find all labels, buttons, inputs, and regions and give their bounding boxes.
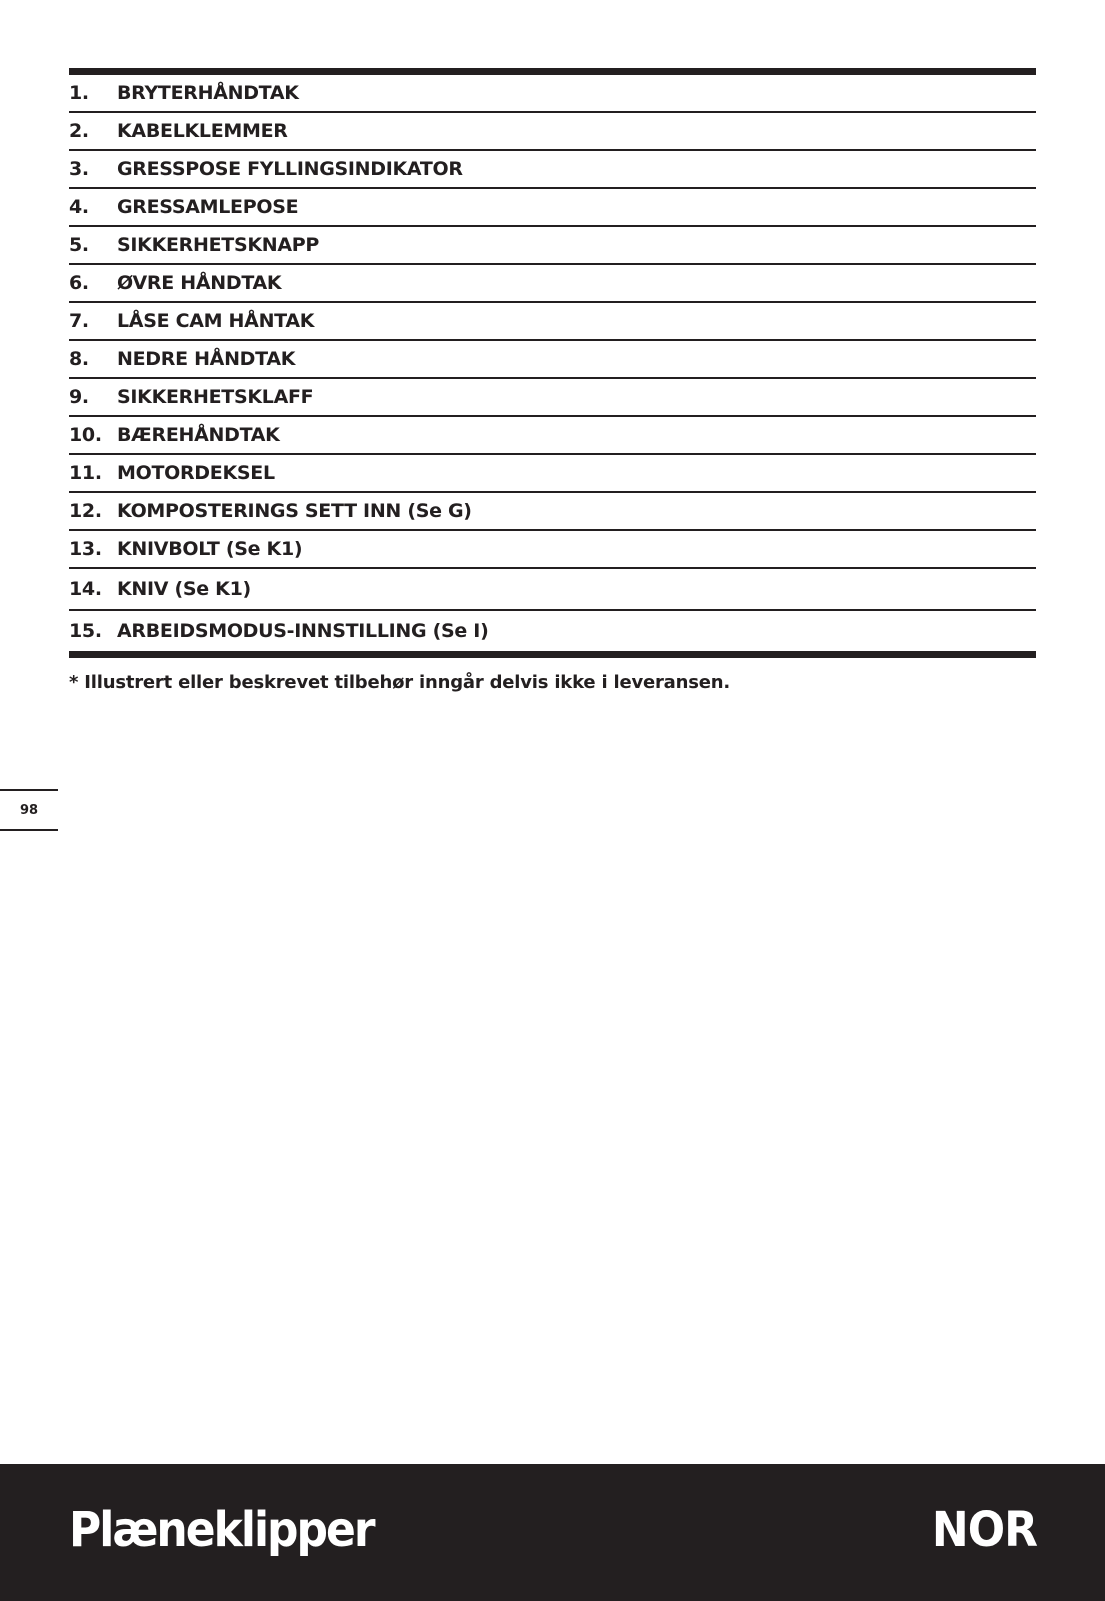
list-item — [69, 265, 1036, 303]
part-number: 9. — [69, 386, 89, 408]
list-item — [69, 151, 1036, 189]
part-number: 2. — [69, 120, 89, 142]
list-item — [69, 341, 1036, 379]
part-label: NEDRE HÅNDTAK — [117, 348, 296, 370]
part-label: ARBEIDSMODUS-INNSTILLING (Se I) — [117, 620, 489, 642]
part-number: 13. — [69, 538, 102, 560]
parts-list — [69, 68, 1036, 658]
part-number: 8. — [69, 348, 89, 370]
part-number: 15. — [69, 620, 102, 642]
part-number: 12. — [69, 500, 102, 522]
list-item — [69, 531, 1036, 569]
part-number: 6. — [69, 272, 89, 294]
part-number: 3. — [69, 158, 89, 180]
list-item — [69, 417, 1036, 455]
part-label: GRESSAMLEPOSE — [117, 196, 299, 218]
list-item — [69, 379, 1036, 417]
part-label: KNIV (Se K1) — [117, 578, 251, 600]
part-number: 1. — [69, 82, 89, 104]
list-item — [69, 303, 1036, 341]
part-number: 5. — [69, 234, 89, 256]
part-label: KNIVBOLT (Se K1) — [117, 538, 303, 560]
part-label: SIKKERHETSKNAPP — [117, 234, 320, 256]
part-label: KABELKLEMMER — [117, 120, 288, 142]
part-label: BÆREHÅNDTAK — [117, 424, 280, 446]
list-item — [69, 455, 1036, 493]
list-item — [69, 493, 1036, 531]
list-item — [69, 113, 1036, 151]
part-label: KOMPOSTERINGS SETT INN (Se G) — [117, 500, 472, 522]
part-label: LÅSE CAM HÅNTAK — [117, 310, 315, 332]
part-label: MOTORDEKSEL — [117, 462, 275, 484]
part-number: 10. — [69, 424, 102, 446]
list-item — [69, 75, 1036, 113]
list-item — [69, 189, 1036, 227]
footer-title: Plæneklipper — [69, 1502, 374, 1559]
footer-band — [0, 1464, 1105, 1601]
part-label: BRYTERHÅNDTAK — [117, 82, 299, 104]
page-number: 98 — [0, 789, 58, 831]
part-number: 14. — [69, 578, 102, 600]
list-item — [69, 611, 1036, 651]
footer-language-code: NOR — [931, 1502, 1037, 1559]
list-item — [69, 227, 1036, 265]
part-number: 11. — [69, 462, 102, 484]
part-label: GRESSPOSE FYLLINGSINDIKATOR — [117, 158, 463, 180]
part-number: 7. — [69, 310, 89, 332]
part-label: ØVRE HÅNDTAK — [117, 272, 282, 294]
footnote: * Illustrert eller beskrevet tilbehør inngår delvis ikke i leveransen. — [69, 672, 731, 693]
part-number: 4. — [69, 196, 89, 218]
part-label: SIKKERHETSKLAFF — [117, 386, 314, 408]
list-item — [69, 569, 1036, 611]
